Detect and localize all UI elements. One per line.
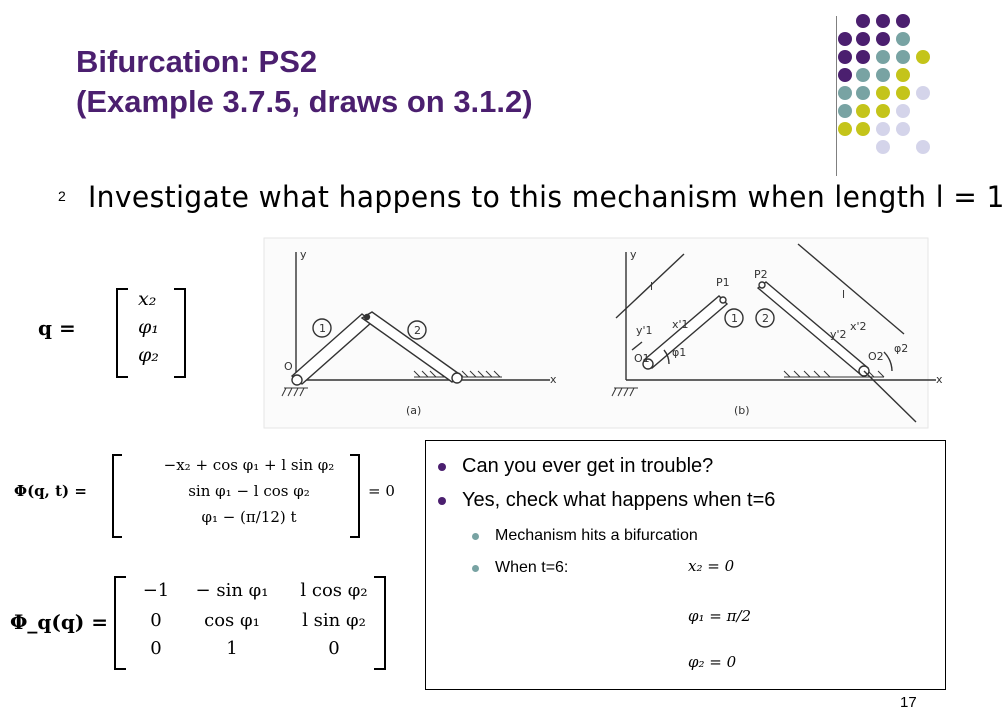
- deco-dot: [838, 122, 852, 136]
- diagram-b-len1: l: [650, 280, 654, 293]
- deco-dot: [896, 86, 910, 100]
- jac-r3c2: 1: [226, 638, 238, 659]
- q-bracket-right: [174, 288, 186, 378]
- q-lhs: q =: [38, 316, 76, 340]
- jacobian-equation: [10, 574, 400, 670]
- q-entry-3: φ₂: [138, 344, 159, 366]
- result-phi2: φ₂ = 0: [688, 653, 737, 671]
- phi-entry-2: sin φ₁ − l cos φ₂: [188, 482, 310, 500]
- diagram-b-origin1: O1: [634, 352, 650, 365]
- phi-bracket-right: [350, 454, 360, 538]
- deco-dot: [896, 14, 910, 28]
- diagram-b-x-label: x: [936, 373, 943, 386]
- deco-dot: [896, 104, 910, 118]
- diagram-b-origin2: O2: [868, 350, 884, 363]
- deco-dot: [876, 104, 890, 118]
- decorative-dot-grid: [838, 12, 958, 162]
- jac-r2c3: l sin φ₂: [302, 610, 366, 631]
- deco-dot: [876, 86, 890, 100]
- title-divider: [836, 16, 837, 176]
- deco-dot: [856, 104, 870, 118]
- diagram-b-p1: P1: [716, 276, 730, 289]
- jac-r2c2: cos φ₁: [204, 610, 260, 631]
- diagram-b-p2: P2: [754, 268, 768, 281]
- deco-dot: [876, 50, 890, 64]
- phi-lhs: Φ(q, t) =: [14, 482, 87, 500]
- footnote-mark: 2: [58, 188, 66, 204]
- page-number: 17: [900, 694, 917, 711]
- jac-r3c1: 0: [150, 638, 162, 659]
- title-line-1: Bifurcation: PS2: [76, 44, 318, 79]
- bullet-dot: [438, 497, 446, 505]
- deco-dot: [896, 32, 910, 46]
- deco-dot: [876, 68, 890, 82]
- deco-dot: [838, 86, 852, 100]
- diagram-a-link2: 2: [414, 324, 421, 337]
- deco-dot: [856, 86, 870, 100]
- deco-dot: [916, 86, 930, 100]
- phi-rhs: = 0: [368, 482, 395, 500]
- diagram-b-x1: x'1: [672, 318, 689, 331]
- bullet-item-2-text: Yes, check what happens when t=6: [462, 489, 776, 511]
- phi-bracket-left: [112, 454, 122, 538]
- jac-bracket-left: [114, 576, 126, 670]
- diagram-b-y-label: y: [630, 248, 637, 261]
- phi-entry-1: −x₂ + cos φ₁ + l sin φ₂: [163, 456, 335, 474]
- diagram-a-x-label: x: [550, 373, 557, 386]
- sub-bullet-1: [472, 527, 698, 545]
- sub-bullet-1-text: Mechanism hits a bifurcation: [495, 527, 698, 544]
- mechanism-diagram: [264, 238, 943, 428]
- phi-entry-3: φ₁ − (π/12) t: [201, 508, 297, 526]
- diagram-b-y1: y'1: [636, 324, 653, 337]
- diagram-b-caption: (b): [734, 404, 750, 417]
- deco-dot: [896, 50, 910, 64]
- diagram-a-caption: (a): [406, 404, 422, 417]
- diagram-b-x2: x'2: [850, 320, 867, 333]
- q-vector-equation: [38, 284, 198, 380]
- result-x2: x₂ = 0: [688, 557, 735, 575]
- q-bracket: [116, 288, 128, 378]
- result-phi1: φ₁ = π/2: [688, 607, 752, 625]
- bullet-dot: [438, 463, 446, 471]
- bullet-item-1: [438, 455, 713, 478]
- diagram-b-phi2: φ2: [894, 342, 909, 355]
- deco-dot: [916, 140, 930, 154]
- deco-dot: [896, 68, 910, 82]
- deco-dot: [856, 122, 870, 136]
- bullet-box: [425, 440, 946, 690]
- sub-bullet-2-text: When t=6:: [495, 559, 569, 576]
- diagram-b-link2: 2: [762, 312, 769, 325]
- diagram-b-len2: l: [842, 288, 846, 301]
- sub-bullet-dot: [472, 565, 479, 572]
- deco-dot: [876, 14, 890, 28]
- deco-dot: [916, 50, 930, 64]
- sub-bullet-2: [472, 559, 568, 577]
- deco-dot: [876, 140, 890, 154]
- deco-dot: [838, 32, 852, 46]
- diagram-b-phi1: φ1: [672, 346, 687, 359]
- deco-dot: [896, 122, 910, 136]
- jac-r1c2: − sin φ₁: [195, 580, 269, 601]
- sub-bullet-dot: [472, 533, 479, 540]
- q-entry-2: φ₁: [138, 316, 159, 338]
- bullet-item-2: [438, 489, 775, 512]
- deco-dot: [856, 14, 870, 28]
- slide-title: [76, 42, 796, 122]
- bullet-item-1-text: Can you ever get in trouble?: [462, 455, 714, 477]
- diagram-a-origin: O: [284, 360, 293, 373]
- jac-lhs: Φ_q(q) =: [10, 610, 109, 634]
- jac-r1c3: l cos φ₂: [300, 580, 368, 601]
- deco-dot: [838, 104, 852, 118]
- diagram-b-link1: 1: [731, 312, 738, 325]
- deco-dot: [876, 32, 890, 46]
- deco-dot: [856, 32, 870, 46]
- diagram-a-y-label: y: [300, 248, 307, 261]
- deco-dot: [876, 122, 890, 136]
- diagram-a-link1: 1: [319, 322, 326, 335]
- prompt-text: Investigate what happens to this mechanism when length l = 1: [88, 180, 1005, 214]
- jac-r3c3: 0: [328, 638, 340, 659]
- phi-equation: [14, 448, 414, 536]
- jac-bracket-right: [374, 576, 386, 670]
- deco-dot: [838, 68, 852, 82]
- q-entry-1: x₂: [138, 288, 157, 310]
- deco-dot: [838, 50, 852, 64]
- jac-r1c1: −1: [142, 580, 170, 601]
- jac-r2c1: 0: [150, 610, 162, 631]
- title-line-2: (Example 3.7.5, draws on 3.1.2): [76, 84, 533, 119]
- diagram-b-y2: y'2: [830, 328, 847, 341]
- deco-dot: [856, 50, 870, 64]
- deco-dot: [856, 68, 870, 82]
